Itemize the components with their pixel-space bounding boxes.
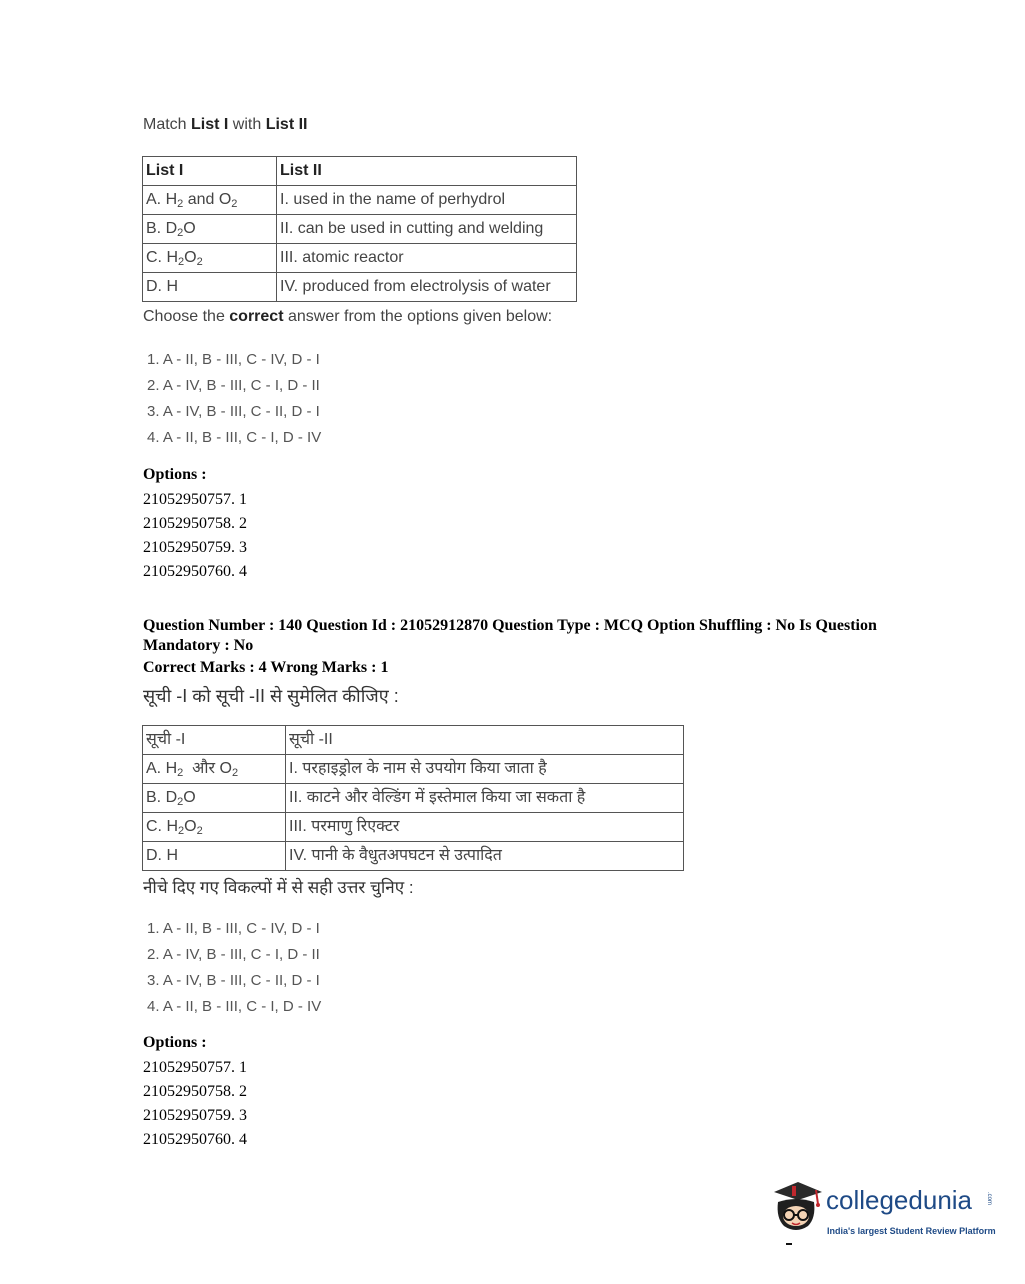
table-header-cell: List I — [143, 157, 277, 186]
list2-cell: III. atomic reactor — [277, 244, 577, 273]
list1-cell: A. $H_2$ और $O_2$ — [143, 755, 286, 784]
table-header-cell: सूची -II — [286, 726, 684, 755]
list1-cell: A. $H_2$ and $O_2$ — [143, 186, 277, 215]
list2-cell: II. can be used in cutting and welding — [277, 215, 577, 244]
table-row — [143, 273, 577, 302]
table-header-cell: List II — [277, 157, 577, 186]
table-row — [143, 784, 684, 813]
table-row — [143, 186, 577, 215]
match-table-hindi — [142, 725, 684, 871]
match-table-english — [142, 156, 577, 302]
option-id: 21052950757. 1 — [143, 1059, 247, 1076]
list1-cell: C. $H_2O_2$ — [143, 244, 277, 273]
list2-cell: I. used in the name of perhydrol — [277, 186, 577, 215]
list1-cell: C. $H_2O_2$ — [143, 813, 286, 842]
answer-choice-list — [147, 347, 321, 451]
options-label: Options : — [143, 1034, 207, 1051]
answer-choice: 1. A - II, B - III, C - IV, D - I — [147, 351, 320, 368]
options-label: Options : — [143, 466, 207, 483]
table-header-cell: सूची -I — [143, 726, 286, 755]
option-id: 21052950759. 3 — [143, 539, 247, 556]
logo-tagline: India's largest Student Review Platform — [827, 1226, 996, 1236]
option-id-list — [143, 1056, 247, 1152]
question-intro-hindi: सूची -I को सूची -II से सुमेलित कीजिए : — [143, 686, 399, 706]
logo-wordmark: collegedunia — [826, 1185, 973, 1215]
collegedunia-logo — [766, 1178, 996, 1248]
list2-cell: IV. produced from electrolysis of water — [277, 273, 577, 302]
table-header-row — [143, 157, 577, 186]
question-intro: Match List I with List II — [143, 116, 308, 133]
answer-choice: 1. A - II, B - III, C - IV, D - I — [147, 920, 320, 937]
table-row — [143, 755, 684, 784]
answer-choice-list-hindi — [147, 916, 321, 1020]
table-row — [143, 813, 684, 842]
table-row — [143, 244, 577, 273]
option-id: 21052950760. 4 — [143, 1131, 247, 1148]
table-row — [143, 215, 577, 244]
answer-choice: 2. A - IV, B - III, C - I, D - II — [147, 946, 320, 963]
answer-choice: 2. A - IV, B - III, C - I, D - II — [147, 377, 320, 394]
option-id: 21052950759. 3 — [143, 1107, 247, 1124]
answer-choice: 4. A - II, B - III, C - I, D - IV — [147, 429, 322, 446]
option-id: 21052950757. 1 — [143, 491, 247, 508]
list1-cell: B. $D_2O$ — [143, 215, 277, 244]
answer-choice: 3. A - IV, B - III, C - II, D - I — [147, 403, 320, 420]
list1-cell: D. H — [143, 273, 277, 302]
list2-cell: I. परहाइड्रोल के नाम से उपयोग किया जाता है — [286, 755, 684, 784]
list2-cell: II. काटने और वेल्डिंग में इस्तेमाल किया जा सकता है — [286, 784, 684, 813]
question-meta: Question Number : 140 Question Id : 21052912870 Question Type : MCQ Option Shuffling : No Is Question Mandatory : No — [143, 617, 877, 654]
question-marks: Correct Marks : 4 Wrong Marks : 1 — [143, 659, 389, 676]
answer-choice: 4. A - II, B - III, C - I, D - IV — [147, 998, 322, 1015]
choose-instruction: Choose the correct answer from the options given below: — [143, 308, 553, 325]
list1-cell: D. H — [143, 842, 286, 871]
answer-choice: 3. A - IV, B - III, C - II, D - I — [147, 972, 320, 989]
choose-instruction-hindi: नीचे दिए गए विकल्पों में से सही उत्तर चुनिए : — [143, 878, 414, 897]
option-id: 21052950760. 4 — [143, 563, 247, 580]
list2-cell: IV. पानी के वैधुतअपघटन से उत्पादित — [286, 842, 684, 871]
graduate-mascot-icon — [766, 1178, 826, 1248]
list2-cell: III. परमाणु रिएक्टर — [286, 813, 684, 842]
option-id-list — [143, 488, 247, 584]
list1-cell: B. $D_2O$ — [143, 784, 286, 813]
logo-com: .com — [986, 1192, 992, 1206]
option-id: 21052950758. 2 — [143, 515, 247, 532]
table-row — [143, 842, 684, 871]
option-id: 21052950758. 2 — [143, 1083, 247, 1100]
table-header-row — [143, 726, 684, 755]
